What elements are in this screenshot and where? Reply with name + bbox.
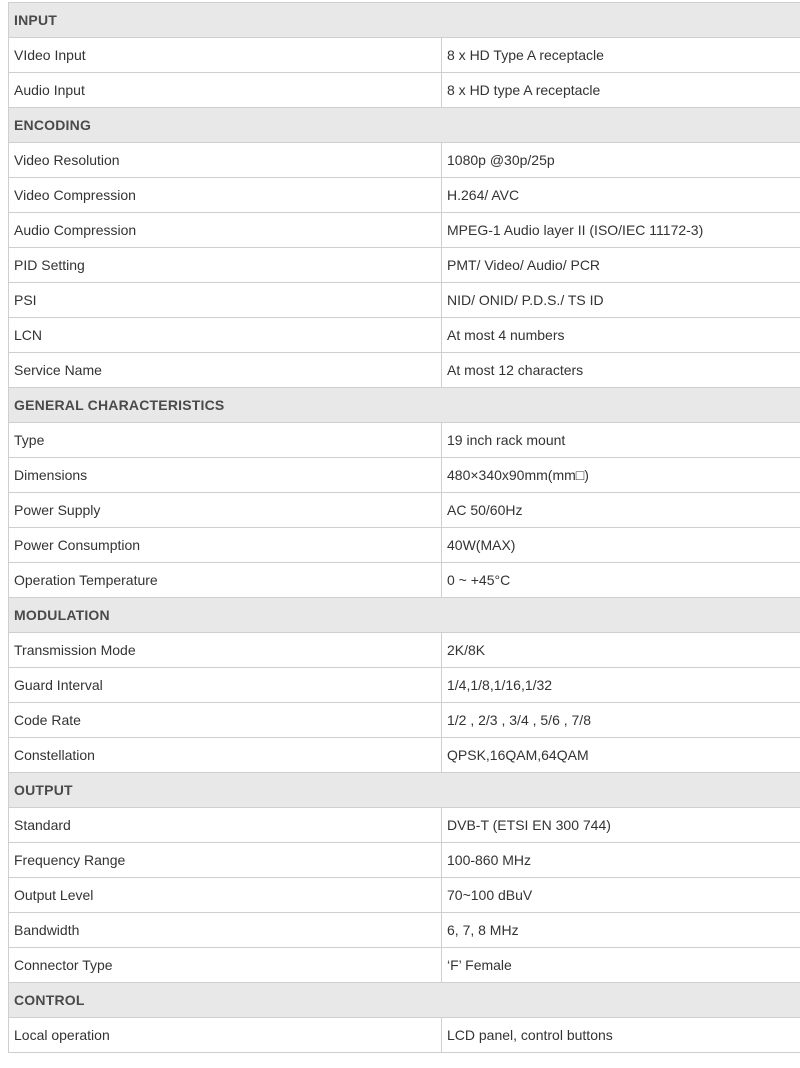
section-title: OUTPUT <box>14 782 73 798</box>
table-row <box>8 668 800 703</box>
table-row <box>8 213 800 248</box>
spec-label: LCN <box>9 318 442 352</box>
table-row <box>8 563 800 598</box>
table-row <box>8 1018 800 1053</box>
table-row <box>8 353 800 388</box>
section-title: INPUT <box>14 12 57 28</box>
spec-value: 40W(MAX) <box>447 537 516 553</box>
section-header <box>8 108 800 143</box>
spec-label: Dimensions <box>9 458 442 492</box>
table-row <box>8 738 800 773</box>
spec-label: Transmission Mode <box>9 633 442 667</box>
spec-value: DVB-T (ETSI EN 300 744) <box>447 817 611 833</box>
spec-value: 8 x HD Type A receptacle <box>447 47 604 63</box>
spec-label: Constellation <box>9 738 442 772</box>
section-header <box>8 3 800 38</box>
spec-value: 19 inch rack mount <box>447 432 566 448</box>
table-row <box>8 913 800 948</box>
spec-label: Code Rate <box>9 703 442 737</box>
table-row <box>8 703 800 738</box>
table-row <box>8 318 800 353</box>
section-header <box>8 388 800 423</box>
spec-value: At most 4 numbers <box>447 327 565 343</box>
spec-value: 1/2 , 2/3 , 3/4 , 5/6 , 7/8 <box>447 712 591 728</box>
spec-label: Bandwidth <box>9 913 442 947</box>
spec-label: Audio Compression <box>9 213 442 247</box>
spec-label: Type <box>9 423 442 457</box>
spec-value: LCD panel, control buttons <box>447 1027 613 1043</box>
spec-value: 480×340x90mm(mm□) <box>447 467 589 483</box>
table-row <box>8 493 800 528</box>
table-row <box>8 143 800 178</box>
section-header <box>8 598 800 633</box>
spec-label: Local operation <box>9 1018 442 1052</box>
spec-value: 8 x HD type A receptacle <box>447 82 601 98</box>
section-title: GENERAL CHARACTERISTICS <box>14 397 225 413</box>
table-row <box>8 423 800 458</box>
spec-table <box>8 2 800 1053</box>
spec-value: At most 12 characters <box>447 362 584 378</box>
spec-label: Power Consumption <box>9 528 442 562</box>
spec-value: NID/ ONID/ P.D.S./ TS ID <box>447 292 604 308</box>
spec-label: Output Level <box>9 878 442 912</box>
table-row <box>8 73 800 108</box>
table-row <box>8 458 800 493</box>
spec-label: Operation Temperature <box>9 563 442 597</box>
spec-value: AC 50/60Hz <box>447 502 523 518</box>
spec-value: 1/4,1/8,1/16,1/32 <box>447 677 553 693</box>
section-header <box>8 773 800 808</box>
spec-label: Service Name <box>9 353 442 387</box>
spec-label: Video Compression <box>9 178 442 212</box>
spec-label: PSI <box>9 283 442 317</box>
spec-value: 0 ~ +45°C <box>447 572 511 588</box>
spec-label: Guard Interval <box>9 668 442 702</box>
table-row <box>8 528 800 563</box>
spec-value: 2K/8K <box>447 642 486 658</box>
table-row <box>8 178 800 213</box>
spec-label: Audio Input <box>9 73 442 107</box>
table-row <box>8 38 800 73</box>
spec-value: ‘F’ Female <box>447 957 512 973</box>
table-row <box>8 948 800 983</box>
spec-label: Video Resolution <box>9 143 442 177</box>
spec-label: Power Supply <box>9 493 442 527</box>
spec-label: PID Setting <box>9 248 442 282</box>
spec-label: VIdeo Input <box>9 38 442 72</box>
table-row <box>8 878 800 913</box>
table-row <box>8 843 800 878</box>
section-title: ENCODING <box>14 117 92 133</box>
section-title: MODULATION <box>14 607 110 623</box>
spec-value: H.264/ AVC <box>447 187 520 203</box>
table-row <box>8 283 800 318</box>
table-row <box>8 633 800 668</box>
spec-value: 100-860 MHz <box>447 852 532 868</box>
table-row <box>8 808 800 843</box>
spec-label: Connector Type <box>9 948 442 982</box>
table-row <box>8 248 800 283</box>
spec-label: Frequency Range <box>9 843 442 877</box>
spec-value: 1080p @30p/25p <box>447 152 555 168</box>
spec-value: MPEG-1 Audio layer II (ISO/IEC 11172-3) <box>447 222 704 238</box>
spec-value: 6, 7, 8 MHz <box>447 922 519 938</box>
section-title: CONTROL <box>14 992 85 1008</box>
spec-value: PMT/ Video/ Audio/ PCR <box>447 257 601 273</box>
spec-label: Standard <box>9 808 442 842</box>
spec-value: QPSK,16QAM,64QAM <box>447 747 589 763</box>
spec-value: 70~100 dBuV <box>447 887 533 903</box>
section-header <box>8 983 800 1018</box>
